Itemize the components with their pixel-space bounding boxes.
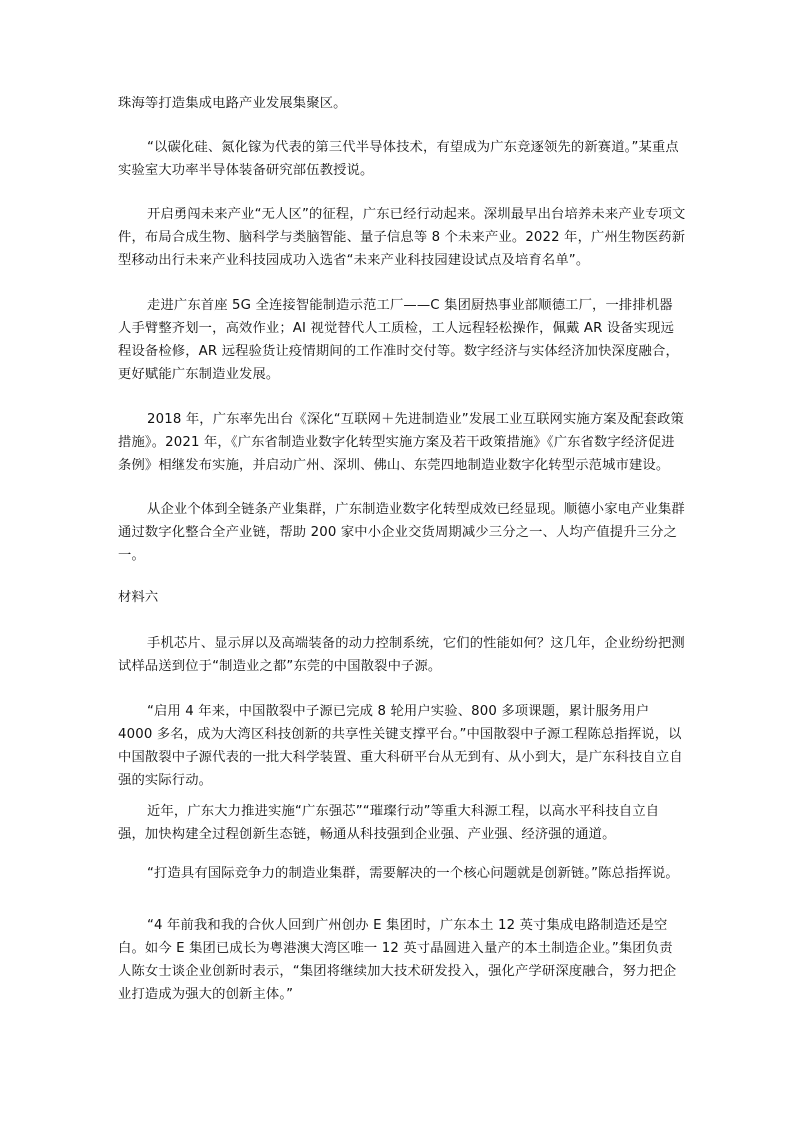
- paragraph-continuation: 珠海等打造集成电路产业发展集聚区。: [118, 96, 347, 111]
- paragraph-5g-factory: 走进广东首座 5G 全连接智能制造示范工厂——C 集团厨热事业部顺德工厂，一排排机器人手臂整齐划一，高效作业；AI 视觉替代人工质检，工人远程轻松操作，佩戴 AR 设备实现远程设备检修，AR 远程验货让疫情期间的工作准时交付等。数字经济与实体经济加快深度融合，更好赋能广东制造业发展。: [118, 298, 679, 382]
- paragraph-neutron-source-quote: “启用 4 年来，中国散裂中子源已完成 8 轮用户实验、800 多项课题，累计服务用户 4000 多名，成为大湾区科技创新的共享性关键支撑平台。”中国散裂中子源工程陈总指挥说，以中国散裂中子源代表的一批大科学装置、重大科研平台从无到有、从小到大，是广东科技自立自强的实际行动。: [118, 704, 683, 788]
- paragraph-future-industries: 开启勇闯未来产业“无人区”的征程，广东已经行动起来。深圳最早出台培养未来产业专项文件，布局合成生物、脑科学与类脑智能、量子信息等 8 个未来产业。2022 年，广州生物医药新型移动出行未来产业科技园成功入选省“未来产业科技园建设试点及培育名单”。: [118, 207, 686, 268]
- section-heading: 材料六: [118, 590, 159, 605]
- paragraph-industry-cluster: 从企业个体到全链条产业集群，广东制造业数字化转型成效已经显现。顺德小家电产业集群通过数字化整合全产业链，帮助 200 家中小企业交货周期减少三分之一、人均产值提升三分之一。: [118, 502, 685, 563]
- paragraph-wide-bandgap-quote: “以碳化硅、氮化镓为代表的第三代半导体技术，有望成为广东竞逐领先的新赛道。”某重点实验室大功率半导体装备研究部伍教授说。: [118, 140, 679, 178]
- paragraph-science-projects: 近年，广东大力推进实施“广东强芯”“璀璨行动”等重大科源工程，以高水平科技自立自强，加快构建全过程创新生态链，畅通从科技强到企业强、产业强、经济强的通道。: [118, 804, 660, 842]
- paragraph-digital-transformation-policy: 2018 年，广东率先出台《深化“互联网＋先进制造业”发展工业互联网实施方案及配套政策措施》。2021 年，《广东省制造业数字化转型实施方案及若干政策措施》《广东省数字经济促进条例》相继发布实施，并启动广州、深圳、佛山、东莞四地制造业数字化转型示范城市建设。: [118, 412, 684, 473]
- paragraph-neutron-source-intro: 手机芯片、显示屏以及高端装备的动力控制系统，它们的性能如何？这几年，企业纷纷把测试样品送到位于“制造业之都”东莞的中国散裂中子源。: [118, 636, 685, 674]
- paragraph-innovation-chain-quote: “打造具有国际竞争力的制造业集群，需要解决的一个核心问题就是创新链。”陈总指挥说。: [147, 866, 679, 881]
- paragraph-e-group-quote: “4 年前我和我的合伙人回到广州创办 E 集团时，广东本土 12 英寸集成电路制造还是空白。如今 E 集团已成长为粤港澳大湾区唯一 12 英寸晶圆进入量产的本土制造企业。”集团负责人陈女士谈企业创新时表示，“集团将继续加大技术研发投入，强化产学研深度融合，努力把企业打造成为强大的创新主体。”: [118, 918, 677, 1002]
